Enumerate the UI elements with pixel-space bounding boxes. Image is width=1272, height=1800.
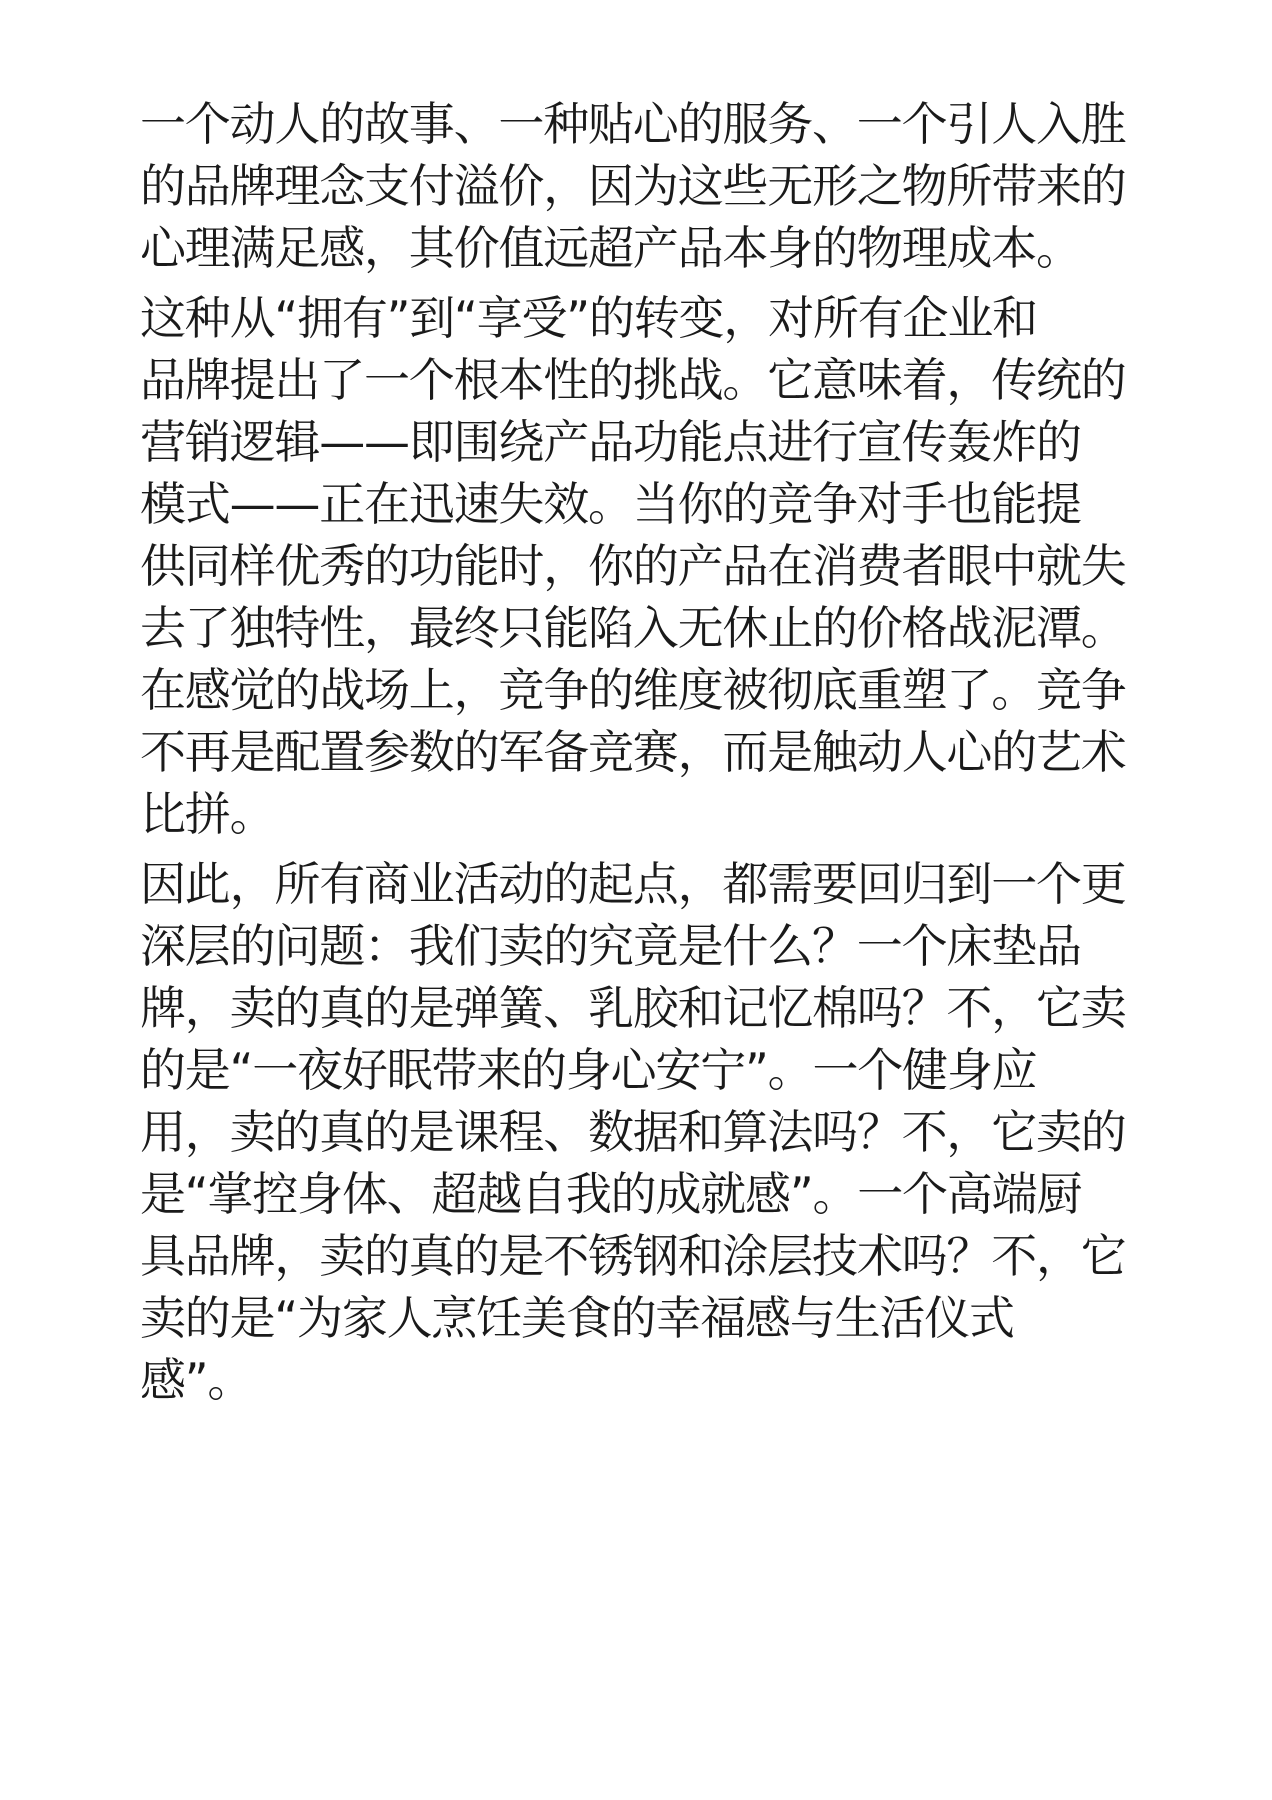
text-line: 心理满足感，其价值远超产品本身的物理成本。 — [140, 221, 1081, 275]
paragraph-2 — [140, 287, 1140, 845]
text-line: 感”。 — [140, 1353, 253, 1407]
text-line: 牌，卖的真的是弹簧、乳胶和记忆棉吗？不，它卖 — [140, 981, 1126, 1035]
text-line: 一个动人的故事、一种贴心的服务、一个引人入胜 — [140, 97, 1126, 151]
document-page — [140, 93, 1140, 1419]
text-line: 具品牌，卖的真的是不锈钢和涂层技术吗？不，它 — [140, 1229, 1126, 1283]
text-line: 去了独特性，最终只能陷入无休止的价格战泥潭。 — [140, 601, 1126, 655]
text-line: 在感觉的战场上，竞争的维度被彻底重塑了。竞争 — [140, 663, 1126, 717]
text-line: 因此，所有商业活动的起点，都需要回归到一个更 — [140, 857, 1126, 911]
text-line: 营销逻辑——即围绕产品功能点进行宣传轰炸的 — [140, 415, 1081, 469]
text-line: 这种从“拥有”到“享受”的转变，对所有企业和 — [140, 291, 1037, 345]
text-line: 卖的是“为家人烹饪美食的幸福感与生活仪式 — [140, 1291, 1014, 1345]
text-line: 供同样优秀的功能时，你的产品在消费者眼中就失 — [140, 539, 1126, 593]
text-line: 是“掌控身体、超越自我的成就感”。一个高端厨 — [140, 1167, 1082, 1221]
text-line: 深层的问题：我们卖的究竟是什么？一个床垫品 — [140, 919, 1081, 973]
text-line: 的品牌理念支付溢价，因为这些无形之物所带来的 — [140, 159, 1126, 213]
text-line: 品牌提出了一个根本性的挑战。它意味着，传统的 — [140, 353, 1126, 407]
text-line: 不再是配置参数的军备竞赛，而是触动人心的艺术 — [140, 725, 1126, 779]
text-line: 比拼。 — [140, 787, 275, 841]
text-line: 模式——正在迅速失效。当你的竞争对手也能提 — [140, 477, 1081, 531]
paragraph-3 — [140, 853, 1140, 1411]
paragraph-1 — [140, 93, 1140, 279]
text-line: 用，卖的真的是课程、数据和算法吗？不，它卖的 — [140, 1105, 1126, 1159]
text-line: 的是“一夜好眠带来的身心安宁”。一个健身应 — [140, 1043, 1037, 1097]
